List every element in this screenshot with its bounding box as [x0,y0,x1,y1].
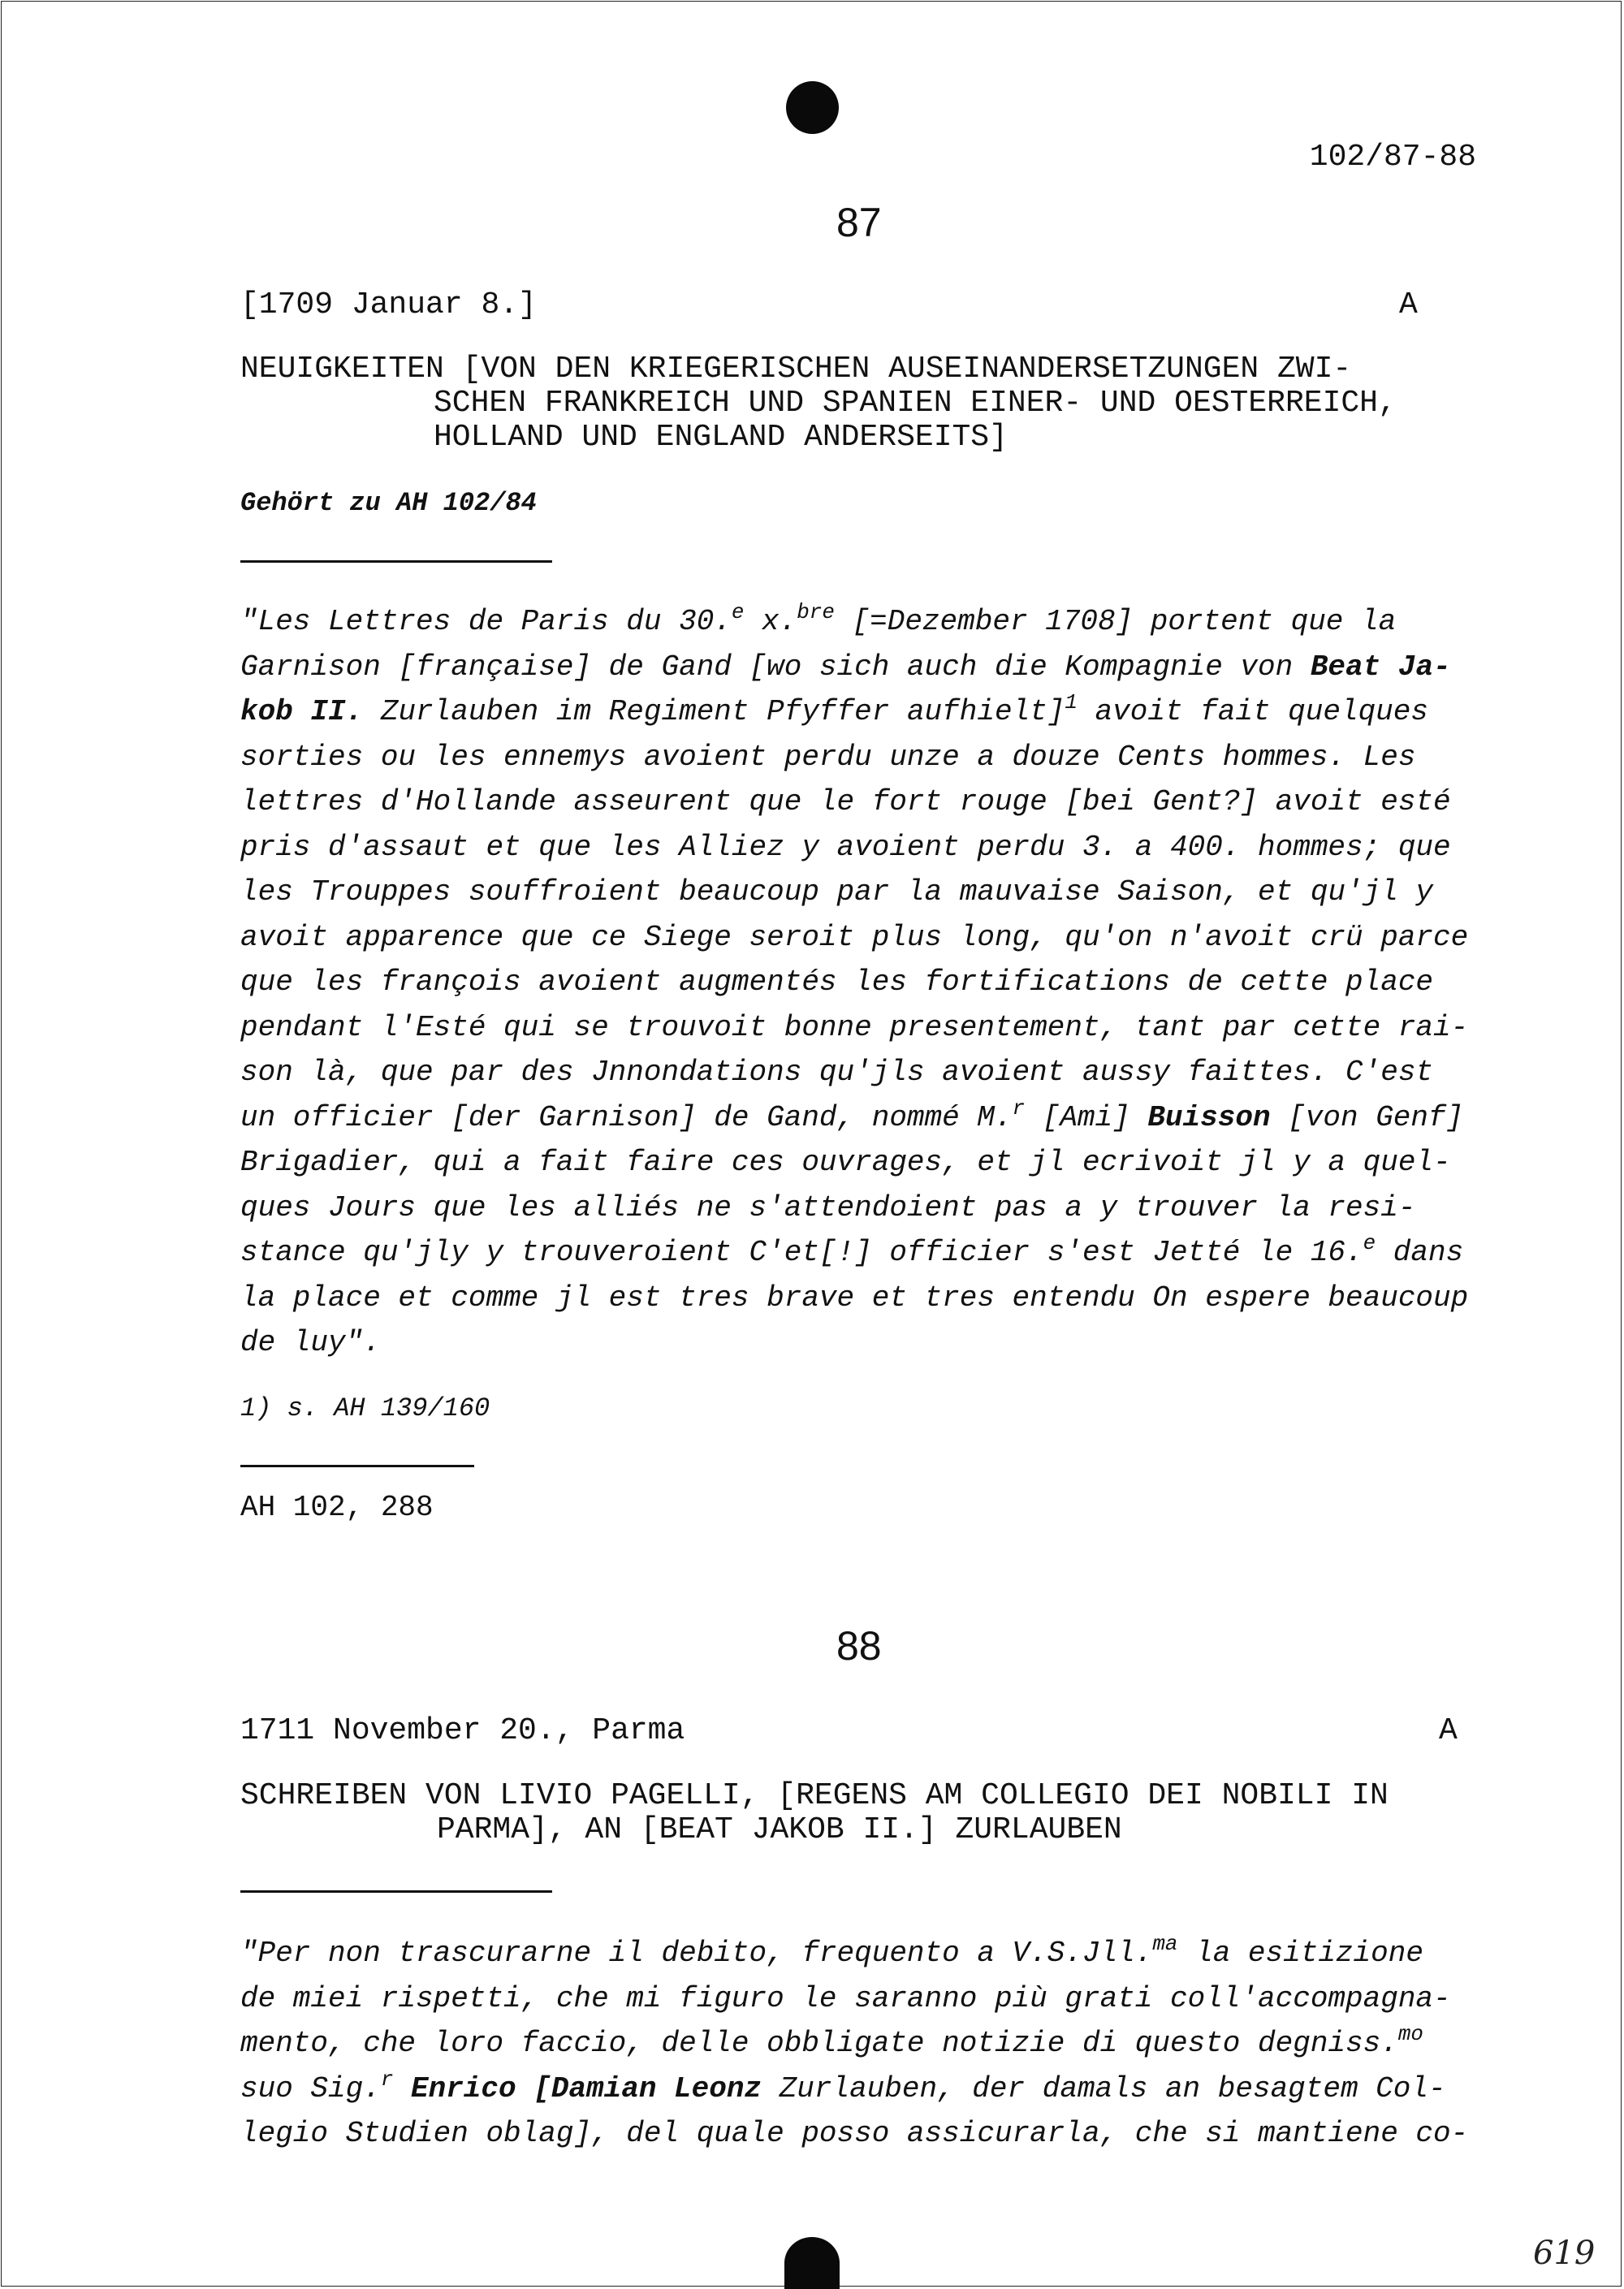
body-line: que les françois avoient augmentés les fortifications de cette place [240,965,1434,999]
handwritten-page-number: 619 [1533,2235,1596,2272]
text: avoit fait quelques [1077,695,1428,728]
text: dans [1376,1236,1464,1269]
superscript: bre [797,599,835,624]
binder-hole-bottom [784,2237,840,2289]
text: mento, che loro faccio, delle obbligate notizie di questo degniss. [240,2027,1398,2060]
body-line: son là, que par des Jnnondations qu'jls avoient aussy faittes. C'est [240,1056,1434,1089]
text: Zurlauben, der damals an besagtem Col- [762,2071,1446,2105]
doc87-footnote: 1) s. AH 139/160 [240,1393,490,1423]
body-line: pendant l'Esté qui se trouvoit bonne presentement, tant par cette rai- [240,1010,1469,1044]
body-line [240,599,1468,645]
text: stance qu'jly y trouveroient C'et[!] officier s'est Jetté le 16. [240,1236,1363,1269]
body-line [240,1230,1468,1276]
body-line: lettres d'Hollande asseurent que le fort rouge [bei Gent?] avoit esté [240,785,1451,818]
text [393,2072,411,2105]
doc87-title-line: SCHEN FRANKREICH UND SPANIEN EINER- UND OESTERREICH, [434,386,1397,421]
doc87-number: 87 [836,200,882,245]
text: suo Sig. [240,2071,381,2105]
text: x. [744,605,797,638]
doc87-source: AH 102, 288 [240,1491,434,1524]
doc88-title-line: SCHREIBEN VON LIVIO PAGELLI, [REGENS AM COLLEGIO DEI NOBILI IN [240,1778,1389,1813]
text: "Per non trascurarne il debito, frequento a V.S.Jll. [240,1937,1153,1970]
body-line: ques Jours que les alliés ne s'attendoient pas a y trouver la resi- [240,1190,1416,1224]
body-line: la place et comme jl est tres brave et tres entendu On espere beaucoup [240,1281,1469,1315]
text: Zurlauben im Regiment Pfyffer aufhielt] [363,695,1065,728]
doc87-body [240,599,1468,1366]
superscript: e [731,599,745,624]
body-line: avoit apparence que ce Siege seroit plus long, qu'on n'avoit crü parce [240,920,1469,954]
doc88-title-line: PARMA], AN [BEAT JAKOB II.] ZURLAUBEN [437,1812,1122,1847]
body-line [240,2021,1468,2067]
doc87-rule [240,560,552,563]
doc88-title [240,1779,1389,1847]
superscript: ma [1152,1931,1178,1956]
text: la esitizione [1177,1937,1423,1970]
superscript: e [1363,1230,1376,1255]
body-line: Brigadier, qui a fait faire ces ouvrages, et jl ecrivoit jl y a quel- [240,1146,1451,1179]
body-line [240,1931,1468,1976]
body-line [240,1095,1468,1141]
body-line [240,645,1468,690]
doc87-note: Gehört zu AH 102/84 [240,488,537,518]
text: [=Dezember 1708] portent que la [834,605,1397,638]
doc88-body [240,1931,1468,2157]
superscript: mo [1397,2021,1423,2046]
body-line: pris d'assaut et que les Alliez y avoient perdu 3. a 400. hommes; que [240,830,1451,864]
doc87-date: [1709 Januar 8.] [240,287,537,322]
bold-name: Beat Ja- [1310,650,1451,684]
body-line: legio Studien oblag], del quale posso assicurarla, che si mantiene co- [240,2117,1469,2150]
body-line: sorties ou les ennemys avoient perdu unze a douze Cents hommes. Les [240,740,1416,774]
body-line: de miei rispetti, che mi figuro le saranno più grati coll'accompagna- [240,1981,1451,2015]
bold-name: Enrico [Damian Leonz [410,2071,762,2105]
text: [Ami] [1025,1100,1148,1134]
text: [von Genf] [1270,1100,1464,1134]
body-line: les Trouppes souffroient beaucoup par la mauvaise Saison, et qu'jl y [240,875,1434,909]
body-line: de luy". [240,1326,381,1359]
text: un officier [der Garnison] de Gand, nommé M. [240,1100,1013,1134]
doc88-number: 88 [836,1623,882,1669]
body-line [240,689,1468,735]
text: Garnison [française] de Gand [wo sich auch die Kompagnie von [240,650,1311,684]
doc87-marker: A [1399,287,1418,322]
bold-name: Buisson [1147,1100,1271,1134]
superscript: r [380,2067,394,2092]
doc88-marker: A [1439,1713,1458,1748]
doc87-title [240,352,1397,455]
doc87-title-line: HOLLAND UND ENGLAND ANDERSEITS] [434,420,1008,455]
superscript: r [1012,1095,1026,1121]
doc87-footnote-rule [240,1465,474,1467]
text: "Les Lettres de Paris du 30. [240,605,732,638]
binder-hole-top [786,81,839,134]
doc88-date: 1711 November 20., Parma [240,1713,685,1748]
footnote-marker: 1 [1065,689,1078,715]
doc88-rule [240,1890,552,1893]
doc87-title-line: NEUIGKEITEN [VON DEN KRIEGERISCHEN AUSEINANDERSETZUNGEN ZWI- [240,352,1352,387]
page-reference: 102/87-88 [1309,140,1476,175]
body-line [240,2067,1468,2112]
bold-name: kob II. [240,695,364,728]
